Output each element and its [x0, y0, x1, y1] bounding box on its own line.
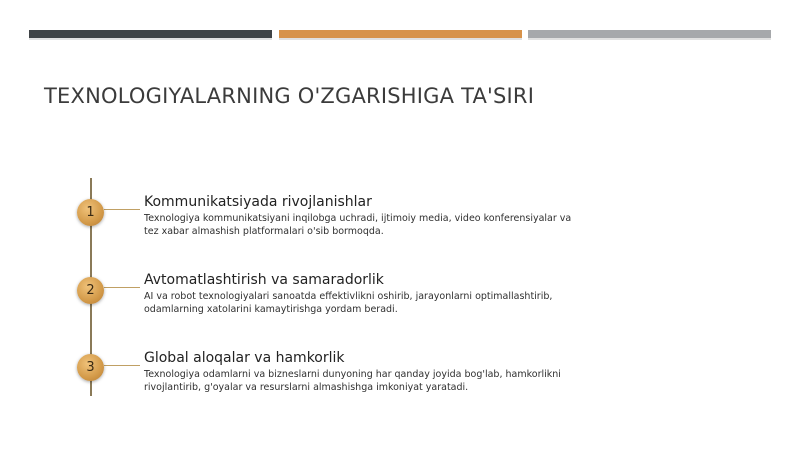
item-description-3: Texnologiya odamlarni va bizneslarni dunyoning har qanday joyida bog'lab, hamkorlikni rivojlantirib, g'oyalar va resurslarni almashishga imkoniyat yaratadi. [144, 369, 561, 393]
item-title-3: Global aloqalar va hamkorlik [144, 350, 345, 366]
item-title-2: Avtomatlashtirish va samaradorlik [144, 272, 384, 288]
item-description-2: AI va robot texnologiyalari sanoatda effektivlikni oshirib, jarayonlarni optimallashtirib, odamlarning xatolarini kamaytirishga yordam beradi. [144, 291, 553, 315]
accent-bar-orange [279, 30, 522, 38]
timeline-connector [104, 287, 140, 288]
timeline-marker-2 [77, 277, 104, 304]
item-title-1: Kommunikatsiyada rivojlanishlar [144, 194, 372, 210]
marker-number: 1 [86, 205, 95, 220]
timeline-connector [104, 365, 140, 366]
accent-bar-gray [528, 30, 771, 38]
marker-number: 3 [86, 360, 95, 375]
accent-bar-dark [29, 30, 272, 38]
slide-title: TEXNOLOGIYALARNING O'ZGARISHIGA TA'SIRI [44, 84, 535, 108]
timeline-connector [104, 209, 140, 210]
item-description-1: Texnologiya kommunikatsiyani inqilobga uchradi, ijtimoiy media, video konferensiyalar va tez xabar almashish platformalari o'sib bormoqda. [144, 213, 572, 237]
timeline-marker-3 [77, 354, 104, 381]
timeline-marker-1 [77, 199, 104, 226]
marker-number: 2 [86, 283, 95, 298]
